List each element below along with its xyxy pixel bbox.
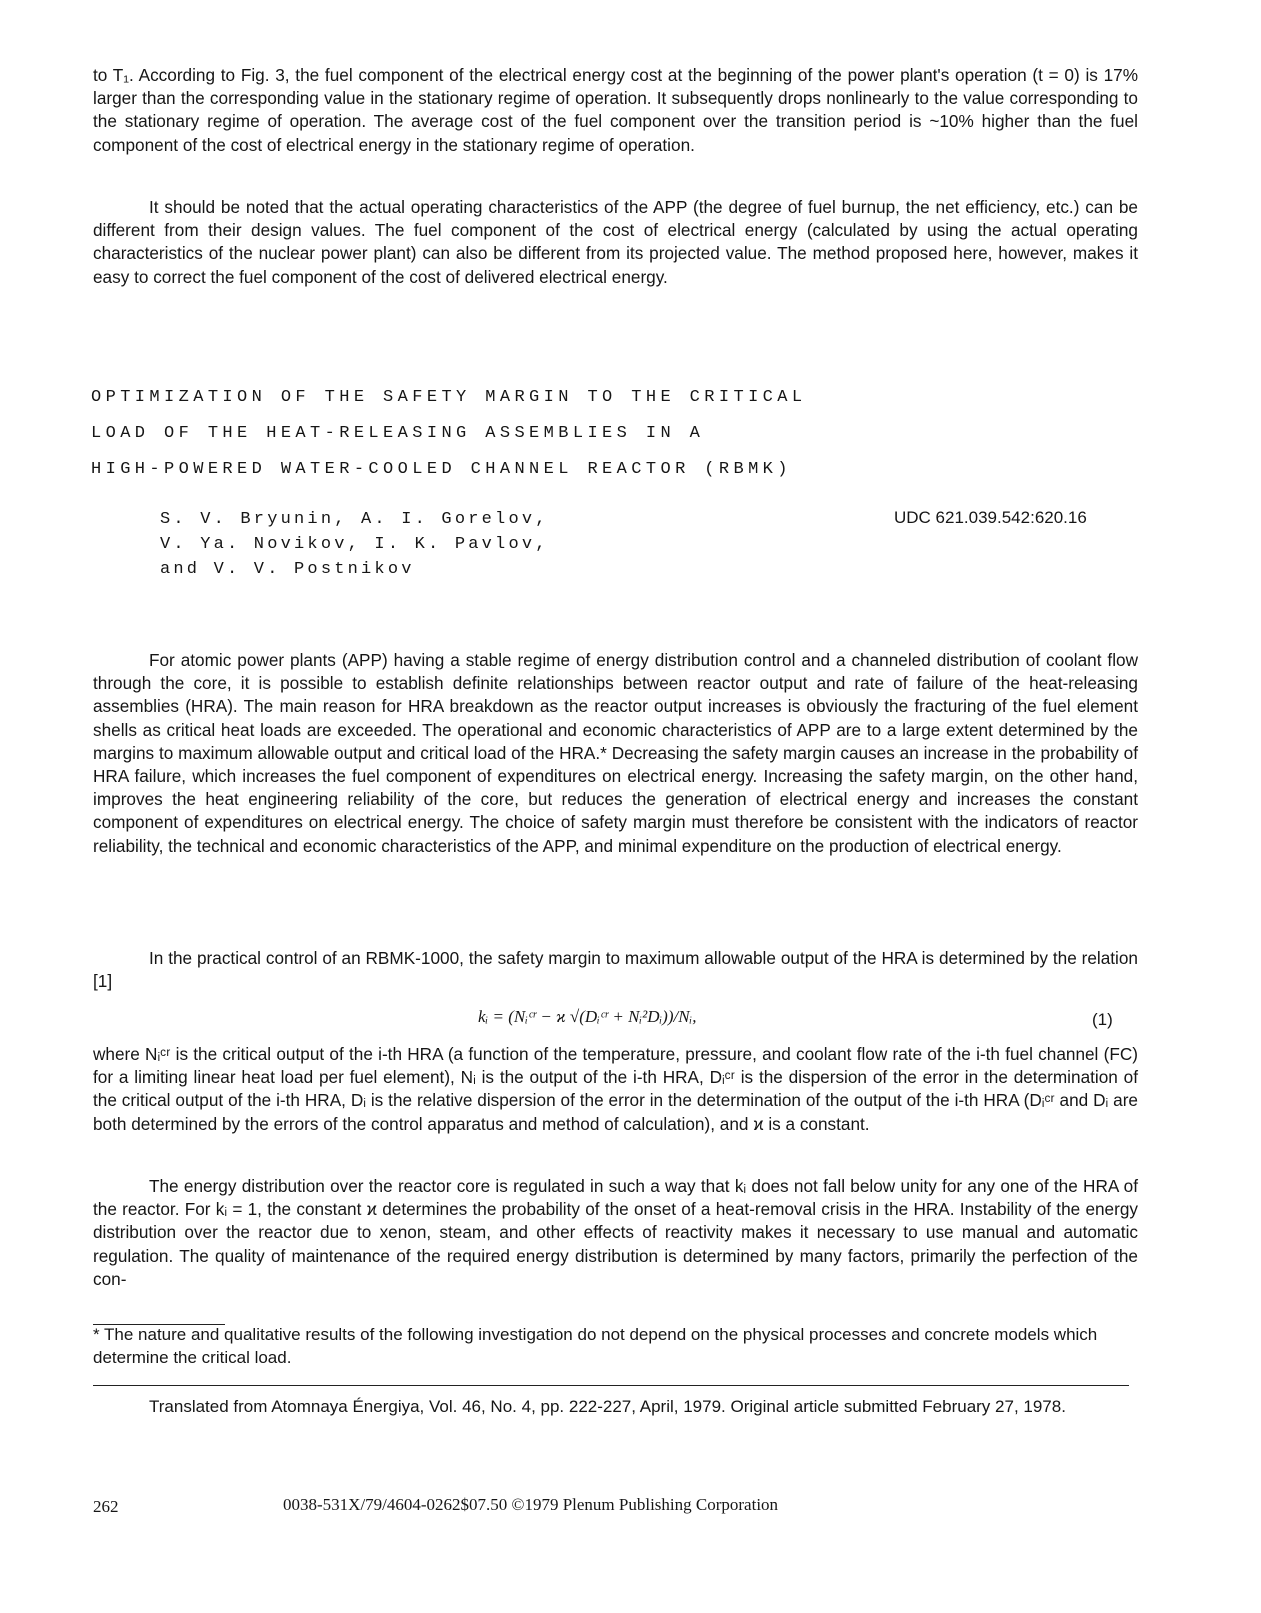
equation-1: kᵢ = (Nᵢᶜʳ − ϰ √(Dᵢᶜʳ + Nᵢ²Dᵢ))/Nᵢ, — [478, 1007, 697, 1026]
title-line-1: OPTIMIZATION OF THE SAFETY MARGIN TO THE CRITICAL — [91, 388, 807, 407]
paragraph-design-values: It should be noted that the actual operating characteristics of the APP (the degree of fuel burnup, the net efficiency, etc.) can be different from their design values. The fuel component of the cost of electrical energy (calculated by using the actual operating characteristics of the nuclear power plant) can also be different from its projected value. The method proposed here, however, makes it easy to correct the fuel component of the cost of delivered electrical energy. — [93, 197, 1138, 287]
author-line-2: V. Ya. Novikov, I. K. Pavlov, — [160, 535, 549, 554]
author-line-3: and V. V. Postnikov — [160, 560, 415, 579]
title-line-3: HIGH-POWERED WATER-COOLED CHANNEL REACTOR (RBMK) — [91, 460, 792, 479]
paragraph-continuation: to T₁. According to Fig. 3, the fuel component of the electrical energy cost at the beginning of the power plant's operation (t = 0) is 17% larger than the corresponding value in the stationary regime of operation. It subsequently drops nonlinearly to the value corresponding to the stationary regime of operation. The average cost of the fuel component over the transition period is ~10% higher than the fuel component of the cost of electrical energy in the stationary regime of operation. — [93, 65, 1138, 155]
footnote: * The nature and qualitative results of the following investigation do not depend on the physical processes and concrete models which determine the critical load. — [93, 1325, 1098, 1367]
translation-divider — [93, 1385, 1129, 1386]
udc-code: UDC 621.039.542:620.16 — [894, 508, 1087, 527]
equation-number: (1) — [1092, 1010, 1113, 1029]
copyright-line: 0038-531X/79/4604-0262$07.50 ©1979 Plenum Publishing Corporation — [283, 1495, 779, 1514]
title-line-2: LOAD OF THE HEAT-RELEASING ASSEMBLIES IN A — [91, 424, 705, 443]
paragraph-intro: For atomic power plants (APP) having a stable regime of energy distribution control and a channeled distribution of coolant flow through the core, it is possible to establish definite relationships between reactor output and rate of failure of the heat-releasing assemblies (HRA). The main reason for HRA breakdown as the reactor output increases is obviously the fracturing of the fuel element shells as critical heat loads are exceeded. The operational and economic characteristics of APP are to a large extent determined by the margins to maximum allowable output and critical load of the HRA.* Decreasing the safety margin causes an increase in the probability of HRA failure, which increases the fuel component of expenditures on electrical energy. Increasing the safety margin, on the other hand, improves the heat engineering reliability of the core, but reduces the generation of electrical energy and increases the constant component of expenditures on electrical energy. The choice of safety margin must therefore be consistent with the indicators of reactor reliability, the technical and economic characteristics of the APP, and minimal expenditure on the production of electrical energy. — [93, 650, 1138, 856]
paragraph-relation: In the practical control of an RBMK-1000, the safety margin to maximum allowable output of the HRA is determined by the relation [1] — [93, 948, 1138, 992]
author-line-1: S. V. Bryunin, A. I. Gorelov, — [160, 510, 549, 529]
paragraph-energy-distribution: The energy distribution over the reactor core is regulated in such a way that kᵢ does not fall below unity for any one of the HRA of the reactor. For kᵢ = 1, the constant ϰ determines the probability of the onset of a heat-removal crisis in the HRA. Instability of the energy distribution over the reactor due to xenon, steam, and other effects of reactivity makes it necessary to use manual and automatic regulation. The quality of maintenance of the required energy distribution is determined by many factors, primarily the perfection of the con- — [93, 1176, 1138, 1289]
page-number: 262 — [93, 1497, 119, 1516]
translation-note: Translated from Atomnaya Énergiya, Vol. 46, No. 4, pp. 222-227, April, 1979. Original article submitted February 27, 1978. — [149, 1397, 1066, 1416]
paragraph-definitions: where Nᵢᶜʳ is the critical output of the i-th HRA (a function of the temperature, pressure, and coolant flow rate of the i-th fuel channel (FC) for a limiting linear heat load per fuel element), Nᵢ is the output of the i-th HRA, Dᵢᶜʳ is the dispersion of the error in the determination of the critical output of the i-th HRA, Dᵢ is the relative dispersion of the error in the determination of the output of the i-th HRA (Dᵢᶜʳ and Dᵢ are both determined by the errors of the control apparatus and method of calculation), and ϰ is a constant. — [93, 1044, 1138, 1134]
